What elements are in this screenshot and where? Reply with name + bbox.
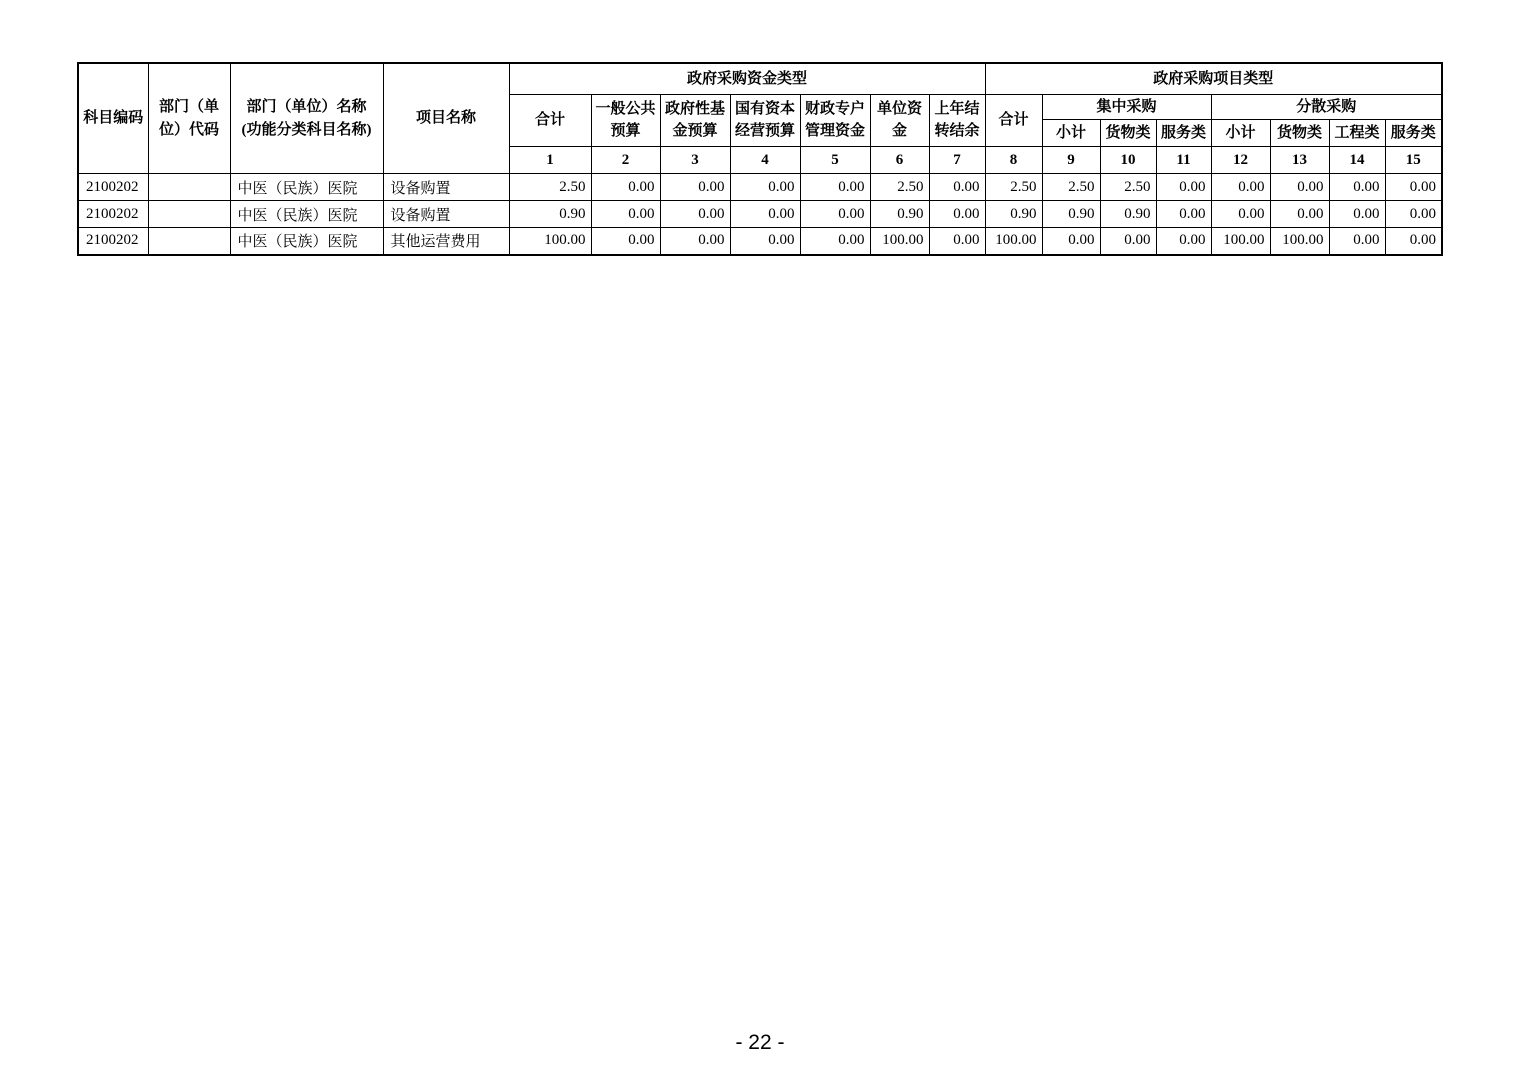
- cell-dept-code: [148, 228, 230, 255]
- header-project-name: 项目名称: [383, 63, 509, 174]
- cell-value: 100.00: [1211, 228, 1270, 255]
- cell-value: 2.50: [509, 174, 591, 201]
- cell-value: 0.00: [929, 228, 985, 255]
- cell-value: 2.50: [985, 174, 1042, 201]
- cell-subject-code: 2100202: [78, 174, 148, 201]
- cell-value: 0.00: [1329, 201, 1385, 228]
- cell-project-name: 其他运营费用: [383, 228, 509, 255]
- header-centralized-services: 服务类: [1156, 120, 1211, 147]
- cell-project-name: 设备购置: [383, 201, 509, 228]
- cell-value: 0.00: [1042, 228, 1100, 255]
- cell-subject-code: 2100202: [78, 228, 148, 255]
- cell-value: 0.00: [591, 174, 660, 201]
- column-number-14: 14: [1329, 147, 1385, 174]
- cell-dept-code: [148, 201, 230, 228]
- cell-value: 0.00: [1156, 228, 1211, 255]
- column-number-6: 6: [870, 147, 929, 174]
- cell-value: 100.00: [1270, 228, 1329, 255]
- header-decentralized-subtotal: 小计: [1211, 120, 1270, 147]
- column-number-4: 4: [730, 147, 800, 174]
- column-number-13: 13: [1270, 147, 1329, 174]
- header-centralized-group: 集中采购: [1042, 94, 1211, 120]
- header-decentralized-goods: 货物类: [1270, 120, 1329, 147]
- header-dept-name-line1: 部门（单位）名称: [246, 99, 367, 115]
- column-number-9: 9: [1042, 147, 1100, 174]
- cell-value: 0.00: [730, 228, 800, 255]
- header-dept-name-line2: (功能分类科目名称): [241, 121, 372, 138]
- cell-value: 0.00: [1270, 201, 1329, 228]
- cell-subject-code: 2100202: [78, 201, 148, 228]
- table-row: [78, 174, 1442, 201]
- cell-value: 0.90: [985, 201, 1042, 228]
- header-decentralized-services: 服务类: [1385, 120, 1442, 147]
- column-number-12: 12: [1211, 147, 1270, 174]
- cell-dept-name: 中医（民族）医院: [230, 174, 383, 201]
- header-fiscal-account-funds: 财政专户管理资金: [800, 94, 870, 147]
- cell-value: 0.90: [1042, 201, 1100, 228]
- cell-value: 0.00: [800, 174, 870, 201]
- cell-value: 0.00: [660, 228, 730, 255]
- cell-value: 0.00: [730, 174, 800, 201]
- cell-value: 0.90: [870, 201, 929, 228]
- cell-project-name: 设备购置: [383, 174, 509, 201]
- cell-value: 2.50: [870, 174, 929, 201]
- header-dept-code: 部门（单位）代码: [148, 63, 230, 174]
- cell-value: 0.00: [1385, 228, 1442, 255]
- cell-value: 0.00: [800, 201, 870, 228]
- column-number-5: 5: [800, 147, 870, 174]
- cell-value: 0.00: [929, 201, 985, 228]
- header-general-public-budget: 一般公共预算: [591, 94, 660, 147]
- cell-value: 0.00: [1270, 174, 1329, 201]
- header-decentralized-works: 工程类: [1329, 120, 1385, 147]
- cell-value: 100.00: [509, 228, 591, 255]
- column-number-10: 10: [1100, 147, 1156, 174]
- table-row: [78, 228, 1442, 255]
- cell-value: 0.90: [509, 201, 591, 228]
- column-number-1: 1: [509, 147, 591, 174]
- cell-value: 0.00: [1211, 201, 1270, 228]
- header-subject-code: 科目编码: [78, 63, 148, 174]
- header-unit-funds: 单位资金: [870, 94, 929, 147]
- header-dept-name: [230, 63, 383, 174]
- header-fund-total: 合计: [509, 94, 591, 147]
- page-number: - 22 -: [735, 1031, 785, 1054]
- column-number-2: 2: [591, 147, 660, 174]
- column-number-7: 7: [929, 147, 985, 174]
- column-number-8: 8: [985, 147, 1042, 174]
- header-project-type-total: 合计: [985, 94, 1042, 147]
- cell-value: 0.00: [929, 174, 985, 201]
- header-carryover-surplus: 上年结转结余: [929, 94, 985, 147]
- cell-dept-name: 中医（民族）医院: [230, 228, 383, 255]
- cell-value: 0.00: [591, 201, 660, 228]
- header-decentralized-group: 分散采购: [1211, 94, 1442, 120]
- column-number-3: 3: [660, 147, 730, 174]
- header-state-capital-budget: 国有资本经营预算: [730, 94, 800, 147]
- header-govt-fund-budget: 政府性基金预算: [660, 94, 730, 147]
- cell-value: 2.50: [1100, 174, 1156, 201]
- cell-value: 0.00: [800, 228, 870, 255]
- cell-value: 0.00: [1100, 228, 1156, 255]
- cell-dept-name: 中医（民族）医院: [230, 201, 383, 228]
- header-centralized-subtotal: 小计: [1042, 120, 1100, 147]
- cell-value: 0.00: [1385, 174, 1442, 201]
- header-project-type-group: 政府采购项目类型: [985, 63, 1442, 94]
- cell-value: 0.00: [660, 174, 730, 201]
- cell-value: 2.50: [1042, 174, 1100, 201]
- column-number-11: 11: [1156, 147, 1211, 174]
- procurement-table: [77, 62, 1443, 256]
- cell-value: 0.00: [1385, 201, 1442, 228]
- cell-value: 0.00: [660, 201, 730, 228]
- cell-value: 100.00: [870, 228, 929, 255]
- cell-value: 0.00: [1211, 174, 1270, 201]
- cell-value: 0.00: [591, 228, 660, 255]
- cell-dept-code: [148, 174, 230, 201]
- cell-value: 0.00: [730, 201, 800, 228]
- cell-value: 0.90: [1100, 201, 1156, 228]
- cell-value: 0.00: [1329, 174, 1385, 201]
- header-fund-type-group: 政府采购资金类型: [509, 63, 985, 94]
- cell-value: 100.00: [985, 228, 1042, 255]
- header-centralized-goods: 货物类: [1100, 120, 1156, 147]
- column-number-15: 15: [1385, 147, 1442, 174]
- cell-value: 0.00: [1329, 228, 1385, 255]
- table-row: [78, 201, 1442, 228]
- cell-value: 0.00: [1156, 174, 1211, 201]
- cell-value: 0.00: [1156, 201, 1211, 228]
